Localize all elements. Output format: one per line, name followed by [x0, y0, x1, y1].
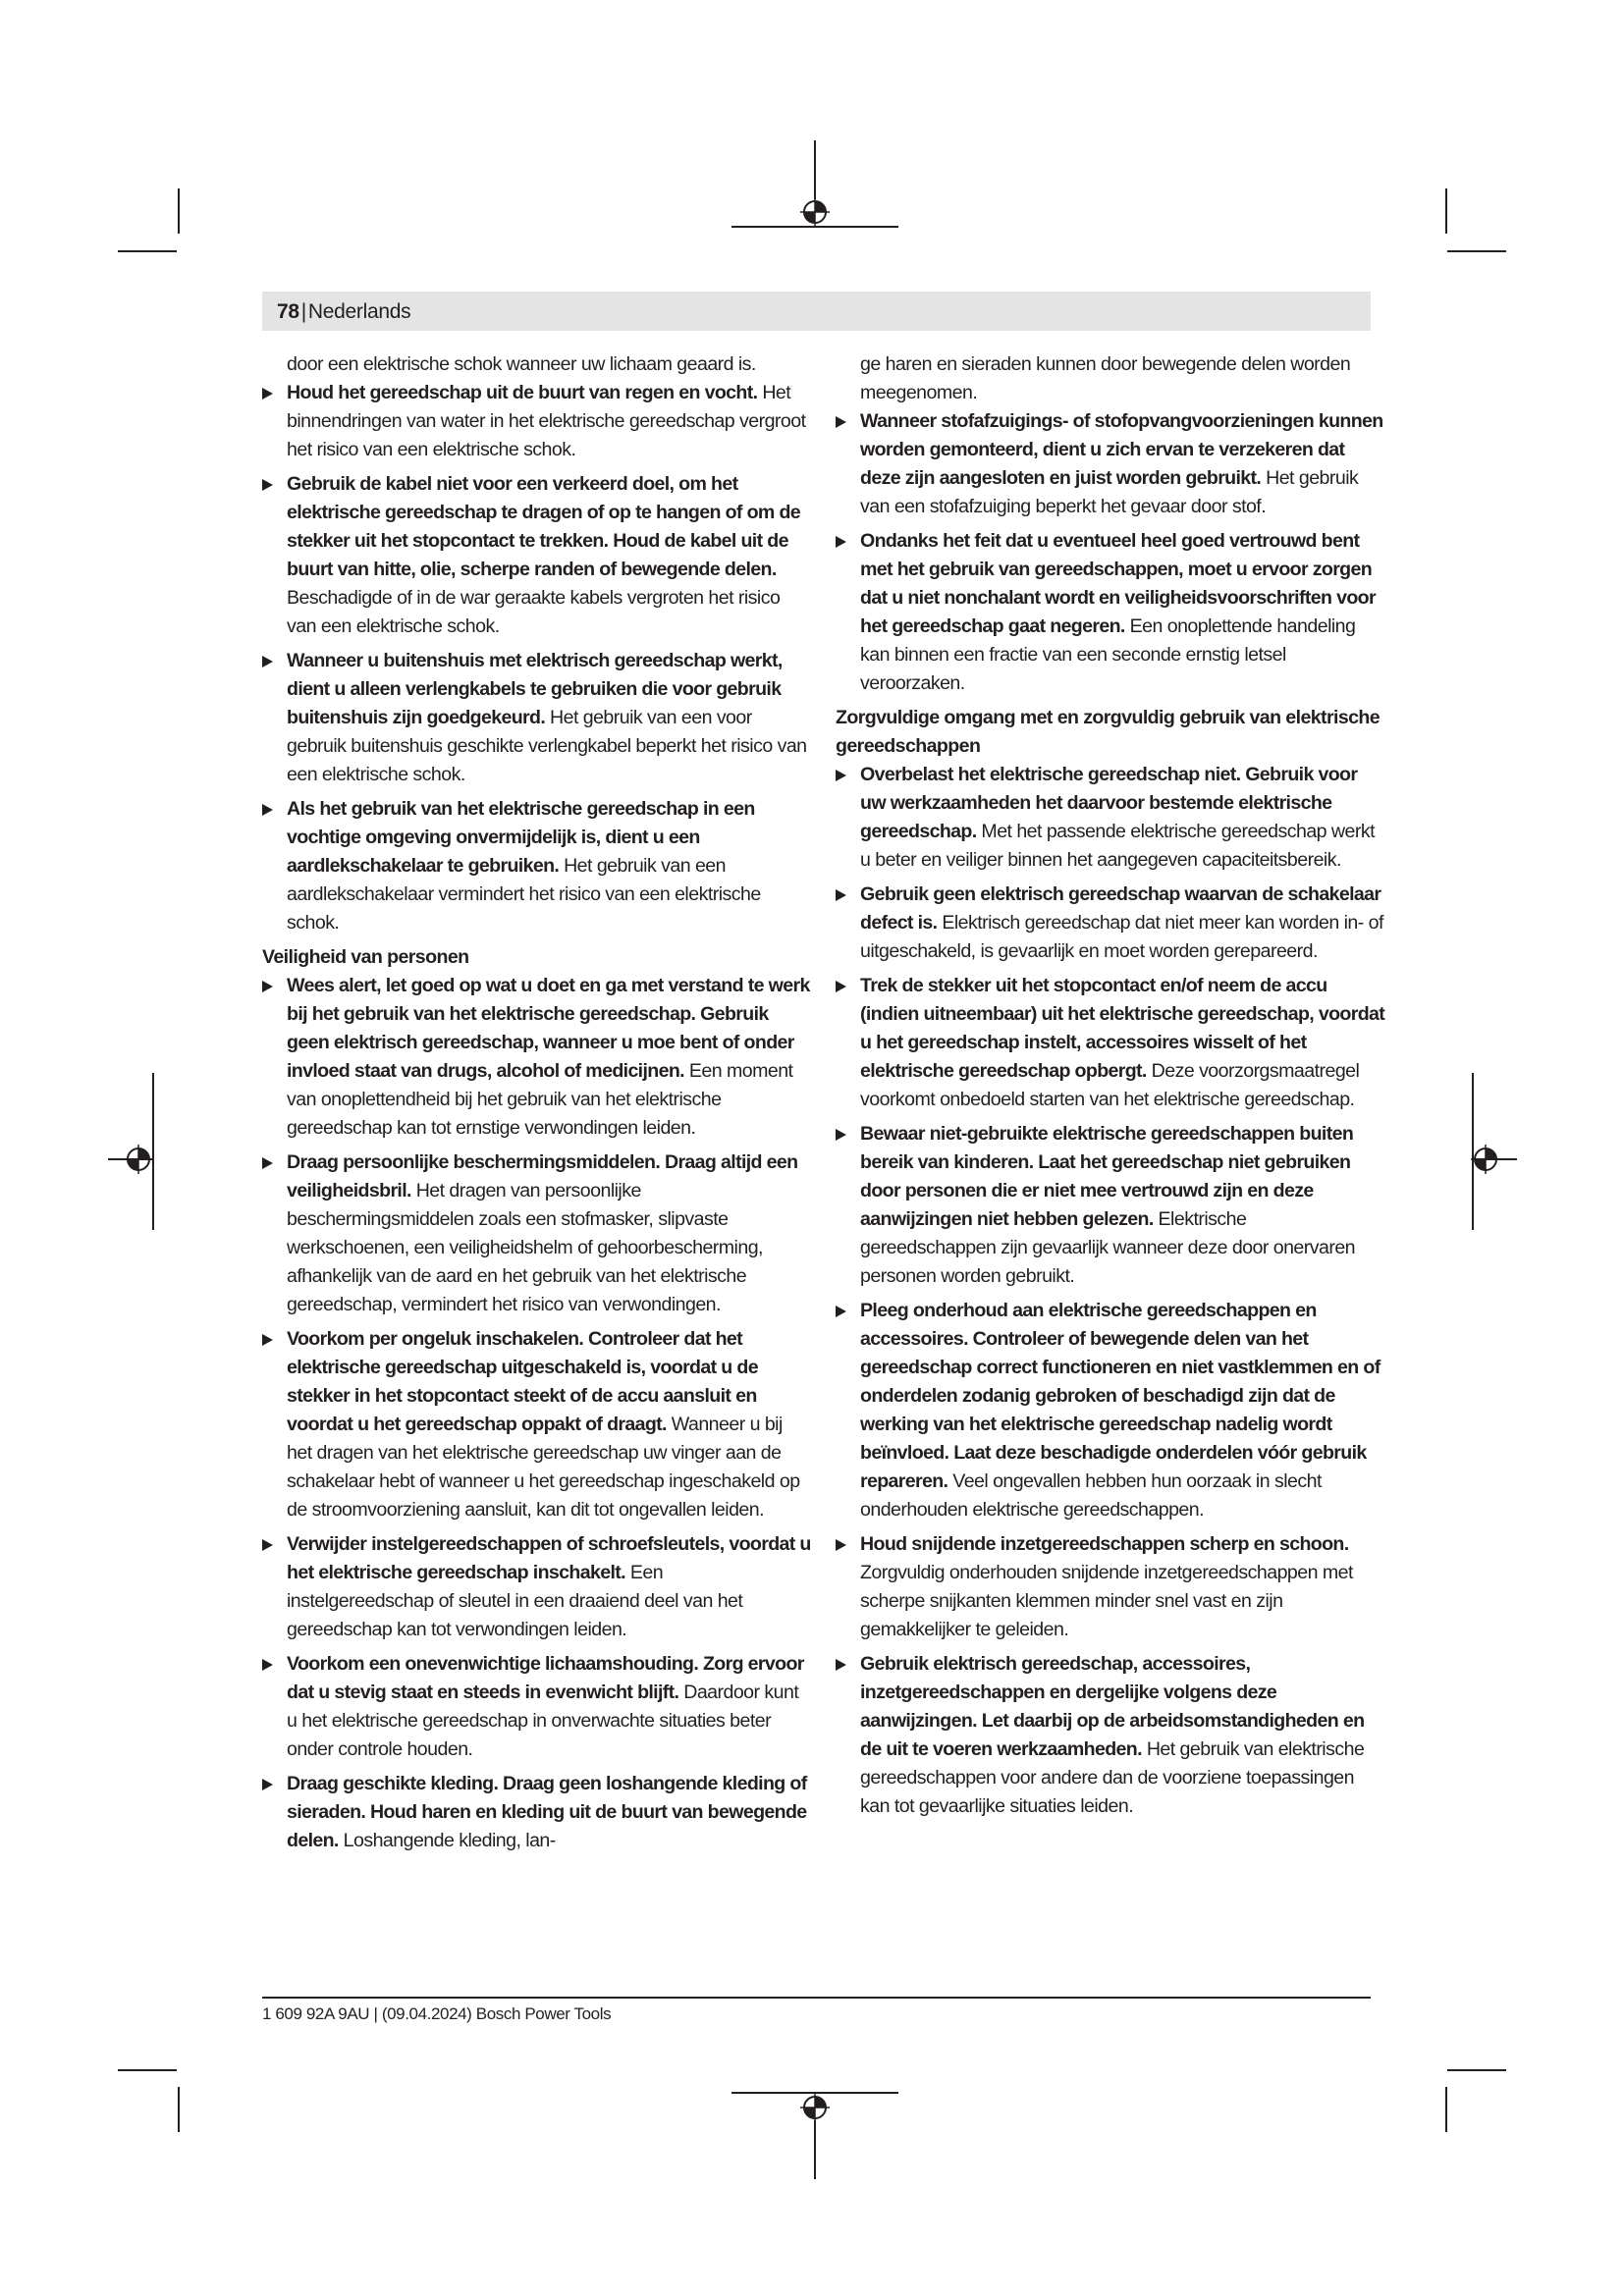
bullet-body-text: Zorgvuldig onderhouden snijdende inzetgereedschappen met scherpe snijkanten klemmen minder snel vast en zijn gemakkelijker te geleiden.: [860, 1562, 1353, 1640]
bullet-bold-text: Voorkom per ongeluk inschakelen. Controleer dat het elektrische gereedschap uitgeschakeld is, voordat u de stekker in het stopcontact steekt of de accu aansluit en voordat u het gereedschap oppakt of draagt.: [287, 1328, 758, 1435]
registration-line: [814, 140, 816, 199]
crop-mark: [178, 2087, 180, 2132]
bullet-triangle-icon: [836, 1659, 846, 1671]
bullet-body-text: Wanneer u bij het dragen van het elektrische gereedschap uw vinger aan de schakelaar hebt of wanneer u het gereedschap ingeschakeld op de stroomvoorziening aansluit, kan dit tot ongevallen leiden.: [287, 1414, 800, 1521]
bullet-list: [262, 972, 812, 1855]
page-number: 78: [277, 300, 299, 323]
bullet-item: [262, 1650, 812, 1764]
bullet-item: [262, 1325, 812, 1524]
bullet-triangle-icon: [262, 1779, 273, 1790]
bullet-item: [262, 1770, 812, 1855]
bullet-triangle-icon: [262, 981, 273, 992]
bullet-item: [836, 407, 1385, 521]
bullet-triangle-icon: [262, 1157, 273, 1169]
bullet-item: [836, 1120, 1385, 1291]
bullet-bold-text: Overbelast het elektrische gereedschap niet. Gebruik voor uw werkzaamheden het daarvoor bestemde elektrische gereedschap.: [860, 764, 1358, 842]
bullet-body-text: Een onoplettende handeling kan binnen een fractie van een seconde ernstig letsel veroorzaken.: [860, 615, 1356, 694]
bullet-triangle-icon: [836, 981, 846, 992]
bullet-item: [836, 1530, 1385, 1644]
bullet-triangle-icon: [836, 1306, 846, 1317]
crop-mark: [1445, 188, 1447, 234]
bullet-bold-text: Wees alert, let goed op wat u doet en ga met verstand te werk bij het gebruik van het elektrische gereedschap. Gebruik geen elektrisch gereedschap, wanneer u moe bent of onder invloed staat van drugs, alcohol of medicijnen.: [287, 975, 810, 1082]
bullet-body-text: Deze voorzorgsmaatregel voorkomt onbedoeld starten van het elektrische gereedschap.: [860, 1060, 1360, 1110]
bullet-body-text: Het gebruik van een aardlekschakelaar vermindert het risico van een elektrische schok.: [287, 855, 761, 934]
crop-mark: [1447, 2069, 1506, 2071]
bullet-bold-text: Wanneer stofafzuigings- of stofopvangvoorzieningen kunnen worden gemonteerd, dient u zich ervan te verzekeren dat deze zijn aangesloten en juist worden gebruikt.: [860, 410, 1383, 489]
bullet-bold-text: Draag geschikte kleding. Draag geen loshangende kleding of sieraden. Houd haren en kleding uit de buurt van bewegende delen.: [287, 1773, 807, 1851]
bullet-bold-text: Gebruik geen elektrisch gereedschap waarvan de schakelaar defect is.: [860, 883, 1381, 934]
bullet-item: [836, 972, 1385, 1114]
crop-mark: [118, 2069, 177, 2071]
bullet-body-text: Loshangende kleding, lan-: [338, 1830, 556, 1851]
section-heading: Zorgvuldige omgang met en zorgvuldig gebruik van elektrische gereedschappen: [836, 707, 1380, 757]
bullet-bold-text: Draag persoonlijke beschermingsmiddelen. Draag altijd een veiligheidsbril.: [287, 1151, 798, 1201]
bullet-item: [836, 1650, 1385, 1821]
bullet-list: [836, 407, 1385, 698]
crop-mark: [118, 250, 177, 252]
bullet-bold-text: Ondanks het feit dat u eventueel heel goed vertrouwd bent met het gebruik van gereedschappen, moet u ervoor zorgen dat u niet nonchalant wordt en veiligheidsvoorschriften voor het gereedschap gaat negeren.: [860, 530, 1376, 637]
bullet-body-text: Elektrische gereedschappen zijn gevaarlijk wanneer deze door onervaren personen worden gebruikt.: [860, 1208, 1356, 1287]
bullet-body-text: Een moment van onoplettendheid bij het gebruik van het elektrische gereedschap kan tot ernstige verwondingen leiden.: [287, 1060, 793, 1139]
bullet-item: [262, 1530, 812, 1644]
right-column: [836, 350, 1385, 1827]
bullet-list: [262, 379, 812, 937]
bullet-item: [836, 761, 1385, 875]
bullet-body-text: Het binnendringen van water in het elektrische gereedschap vergroot het risico van een elektrische schok.: [287, 382, 806, 460]
bullet-item: [836, 1297, 1385, 1524]
bullet-triangle-icon: [262, 1659, 273, 1671]
bullet-triangle-icon: [262, 804, 273, 816]
bullet-triangle-icon: [836, 889, 846, 901]
bullet-body-text: Het gebruik van een voor gebruik buitenshuis geschikte verlengkabel beperkt het risico van een elektrische schok.: [287, 707, 807, 785]
crop-mark: [1447, 250, 1506, 252]
bullet-bold-text: Pleeg onderhoud aan elektrische gereedschappen en accessoires. Controleer of bewegende delen van het gereedschap correct functioneren en niet vastklemmen en of onderdelen zodanig gebroken of beschadigd zijn dat de werking van het elektrische gereedschap nadelig wordt beïnvloed. Laat deze beschadigde onderdelen vóór gebruik repareren.: [860, 1300, 1380, 1492]
bullet-triangle-icon: [836, 770, 846, 781]
continuation-text: ge haren en sieraden kunnen door bewegende delen worden meegenomen.: [860, 353, 1351, 403]
bullet-triangle-icon: [262, 1334, 273, 1346]
bullet-item: [262, 379, 812, 464]
bullet-triangle-icon: [262, 388, 273, 400]
bullet-bold-text: Gebruik de kabel niet voor een verkeerd doel, om het elektrische gereedschap te dragen of op te hangen of om de stekker uit het stopcontact te trekken. Houd de kabel uit de buurt van hitte, olie, scherpe randen of bewegende delen.: [287, 473, 801, 580]
bullet-body-text: Elektrisch gereedschap dat niet meer kan worden in- of uitgeschakeld, is gevaarlijk en moet worden gerepareerd.: [860, 912, 1383, 962]
section-heading: Veiligheid van personen: [262, 946, 469, 968]
bullet-list: [836, 761, 1385, 1821]
bullet-item: [836, 527, 1385, 698]
registration-target-icon: [1471, 1145, 1500, 1174]
bullet-bold-text: Als het gebruik van het elektrische gereedschap in een vochtige omgeving onvermijdelijk is, dient u een aardlekschakelaar te gebruiken.: [287, 798, 755, 877]
bullet-triangle-icon: [836, 1539, 846, 1551]
bullet-item: [836, 881, 1385, 966]
registration-target-icon: [124, 1145, 153, 1174]
bullet-body-text: Een instelgereedschap of sleutel in een draaiend deel van het gereedschap kan tot verwondingen leiden.: [287, 1562, 743, 1640]
bullet-triangle-icon: [262, 1539, 273, 1551]
crop-mark: [1445, 2087, 1447, 2132]
header-band: [262, 292, 1371, 331]
page-header: [277, 298, 410, 326]
footer-text: 1 609 92A 9AU | (09.04.2024) Bosch Power Tools: [262, 2004, 612, 2023]
registration-target-icon: [800, 197, 830, 227]
bullet-triangle-icon: [836, 416, 846, 428]
bullet-bold-text: Trek de stekker uit het stopcontact en/of neem de accu (indien uitneembaar) uit het elektrische gereedschap, voordat u het gereedschap instelt, accessoires wisselt of het elektrische gereedschap opbergt.: [860, 975, 1385, 1082]
bullet-triangle-icon: [262, 656, 273, 667]
registration-line: [814, 2120, 816, 2179]
bullet-item: [262, 470, 812, 641]
bullet-bold-text: Bewaar niet-gebruikte elektrische gereedschappen buiten bereik van kinderen. Laat het gereedschap niet gebruiken door personen die er niet mee vertrouwd zijn en deze aanwijzingen niet hebben gelezen.: [860, 1123, 1354, 1230]
bullet-bold-text: Verwijder instelgereedschappen of schroefsleutels, voordat u het elektrische gereedschap inschakelt.: [287, 1533, 811, 1583]
bullet-body-text: Het gebruik van elektrische gereedschappen voor andere dan de voorziene toepassingen kan tot gevaarlijke situaties leiden.: [860, 1738, 1365, 1817]
bullet-body-text: Het gebruik van een stofafzuiging beperkt het gevaar door stof.: [860, 467, 1359, 517]
header-separator: |: [300, 300, 306, 323]
registration-target-icon: [800, 2093, 830, 2122]
bullet-bold-text: Wanneer u buitenshuis met elektrisch gereedschap werkt, dient u alleen verlengkabels te gebruiken die voor gebruik buitenshuis zijn goedgekeurd.: [287, 650, 783, 728]
left-column: [262, 350, 812, 1861]
bullet-item: [262, 972, 812, 1143]
crop-mark: [178, 188, 180, 234]
bullet-body-text: Daardoor kunt u het elektrische gereedschap in onverwachte situaties beter onder controle houden.: [287, 1682, 799, 1760]
bullet-body-text: Met het passende elektrische gereedschap werkt u beter en veiliger binnen het aangegeven capaciteitsbereik.: [860, 821, 1375, 871]
bullet-body-text: Het dragen van persoonlijke beschermingsmiddelen zoals een stofmasker, slipvaste werkschoenen, een veiligheidshelm of gehoorbescherming, afhankelijk van de aard en het gebruik van het elektrische gereedschap, vermindert het risico van verwondingen.: [287, 1180, 763, 1315]
bullet-triangle-icon: [836, 536, 846, 548]
bullet-bold-text: Houd snijdende inzetgereedschappen scherp en schoon.: [860, 1533, 1349, 1555]
header-language: Nederlands: [307, 300, 411, 323]
bullet-body-text: Beschadigde of in de war geraakte kabels vergroten het risico van een elektrische schok.: [287, 587, 781, 637]
bullet-triangle-icon: [836, 1129, 846, 1141]
bullet-bold-text: Voorkom een onevenwichtige lichaamshouding. Zorg ervoor dat u stevig staat en steeds in evenwicht blijft.: [287, 1653, 804, 1703]
bullet-item: [262, 795, 812, 937]
bullet-item: [262, 647, 812, 789]
bullet-bold-text: Gebruik elektrisch gereedschap, accessoires, inzetgereedschappen en dergelijke volgens deze aanwijzingen. Let daarbij op de arbeidsomstandigheden en de uit te voeren werkzaamheden.: [860, 1653, 1365, 1760]
continuation-text: door een elektrische schok wanneer uw lichaam geaard is.: [287, 353, 756, 375]
bullet-body-text: Veel ongevallen hebben hun oorzaak in slecht onderhouden elektrische gereedschappen.: [860, 1470, 1322, 1521]
bullet-item: [262, 1148, 812, 1319]
footer-rule: [262, 1997, 1371, 1999]
bullet-bold-text: Houd het gereedschap uit de buurt van regen en vocht.: [287, 382, 758, 403]
bullet-triangle-icon: [262, 479, 273, 491]
